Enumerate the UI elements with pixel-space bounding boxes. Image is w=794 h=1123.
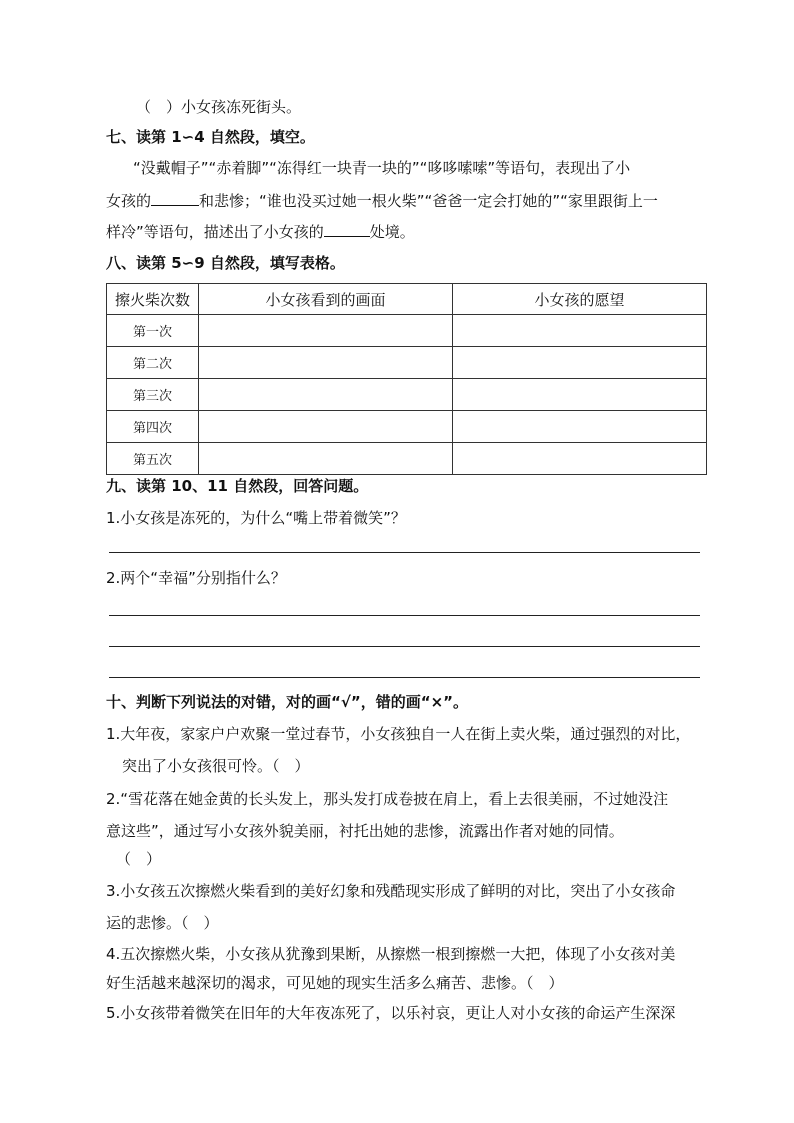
wish-cell[interactable] bbox=[453, 411, 707, 443]
statement-4-line-1: 4.五次擦燃火柴，小女孩从犹豫到果断，从擦燃一根到擦燃一大把，体现了小女孩对美 bbox=[106, 945, 676, 963]
table-row bbox=[107, 443, 707, 475]
match-table bbox=[106, 283, 707, 475]
header-count: 擦火柴次数 bbox=[107, 284, 199, 315]
q10-title: 十、判断下列说法的对错，对的画“√”，错的画“×”。 bbox=[106, 693, 469, 711]
header-wish: 小女孩的愿望 bbox=[453, 284, 707, 315]
row-label: 第二次 bbox=[107, 347, 199, 379]
fill-blank-1[interactable] bbox=[151, 189, 199, 206]
answer-line[interactable] bbox=[109, 677, 700, 678]
header-scene: 小女孩看到的画面 bbox=[199, 284, 453, 315]
q8-title: 八、读第 5∽9 自然段，填写表格。 bbox=[106, 254, 345, 272]
q7-line-1: “没戴帽子”“赤着脚”“冻得红一块青一块的”“哆哆嗦嗦”等语句，表现出了小 bbox=[133, 159, 631, 177]
q7-line-2-start: 女孩的 bbox=[106, 192, 152, 210]
statement-3-line-1: 3.小女孩五次擦燃火柴看到的美好幻象和残酷现实形成了鲜明的对比，突出了小女孩命 bbox=[106, 882, 676, 900]
q7-line-3-start: 样冷”等语句，描述出了小女孩的 bbox=[106, 223, 324, 241]
table-row bbox=[107, 411, 707, 443]
q7-line-2-end: 和悲惨；“谁也没买过她一根火柴”“爸爸一定会打她的”“家里跟街上一 bbox=[199, 192, 658, 210]
row-label: 第一次 bbox=[107, 315, 199, 347]
previous-item-line: （ ）小女孩冻死街头。 bbox=[136, 98, 302, 116]
row-label: 第四次 bbox=[107, 411, 199, 443]
q9-question-2: 2.两个“幸福”分别指什么？ bbox=[106, 569, 286, 587]
wish-cell[interactable] bbox=[453, 443, 707, 475]
q7-line-3-end: 处境。 bbox=[369, 223, 415, 241]
q7-line-2 bbox=[106, 189, 658, 211]
scene-cell[interactable] bbox=[199, 379, 453, 411]
answer-line[interactable] bbox=[109, 646, 700, 647]
table-row bbox=[107, 347, 707, 379]
q7-line-3 bbox=[106, 220, 415, 242]
scene-cell[interactable] bbox=[199, 443, 453, 475]
statement-3-line-2: 运的悲惨。（ ） bbox=[106, 914, 219, 932]
answer-line[interactable] bbox=[109, 615, 700, 616]
statement-5-line-1: 5.小女孩带着微笑在旧年的大年夜冻死了，以乐衬哀，更让人对小女孩的命运产生深深 bbox=[106, 1004, 676, 1022]
q9-question-1: 1.小女孩是冻死的，为什么“嘴上带着微笑”？ bbox=[106, 509, 406, 527]
statement-4-line-2: 好生活越来越深切的渴求，可见她的现实生活多么痛苦、悲惨。（ ） bbox=[106, 974, 564, 992]
q9-title: 九、读第 10、11 自然段，回答问题。 bbox=[106, 477, 369, 495]
statement-1-line-1: 1.大年夜，家家户户欢聚一堂过春节，小女孩独自一人在街上卖火柴，通过强烈的对比， bbox=[106, 725, 691, 743]
wish-cell[interactable] bbox=[453, 347, 707, 379]
answer-line[interactable] bbox=[109, 552, 700, 553]
fill-blank-2[interactable] bbox=[324, 220, 370, 237]
scene-cell[interactable] bbox=[199, 347, 453, 379]
table-row bbox=[107, 315, 707, 347]
statement-2-line-3: （ ） bbox=[116, 850, 162, 868]
statement-2-line-2: 意这些”，通过写小女孩外貌美丽，衬托出她的悲惨，流露出作者对她的同情。 bbox=[106, 822, 624, 840]
table-header-row bbox=[107, 284, 707, 315]
statement-1-line-2: 突出了小女孩很可怜。（ ） bbox=[122, 757, 310, 775]
table-row bbox=[107, 379, 707, 411]
scene-cell[interactable] bbox=[199, 411, 453, 443]
statement-2-line-1: 2.“雪花落在她金黄的长头发上，那头发打成卷披在肩上，看上去很美丽，不过她没注 bbox=[106, 790, 669, 808]
row-label: 第三次 bbox=[107, 379, 199, 411]
wish-cell[interactable] bbox=[453, 379, 707, 411]
scene-cell[interactable] bbox=[199, 315, 453, 347]
row-label: 第五次 bbox=[107, 443, 199, 475]
q7-title: 七、读第 1∽4 自然段，填空。 bbox=[106, 128, 315, 146]
wish-cell[interactable] bbox=[453, 315, 707, 347]
